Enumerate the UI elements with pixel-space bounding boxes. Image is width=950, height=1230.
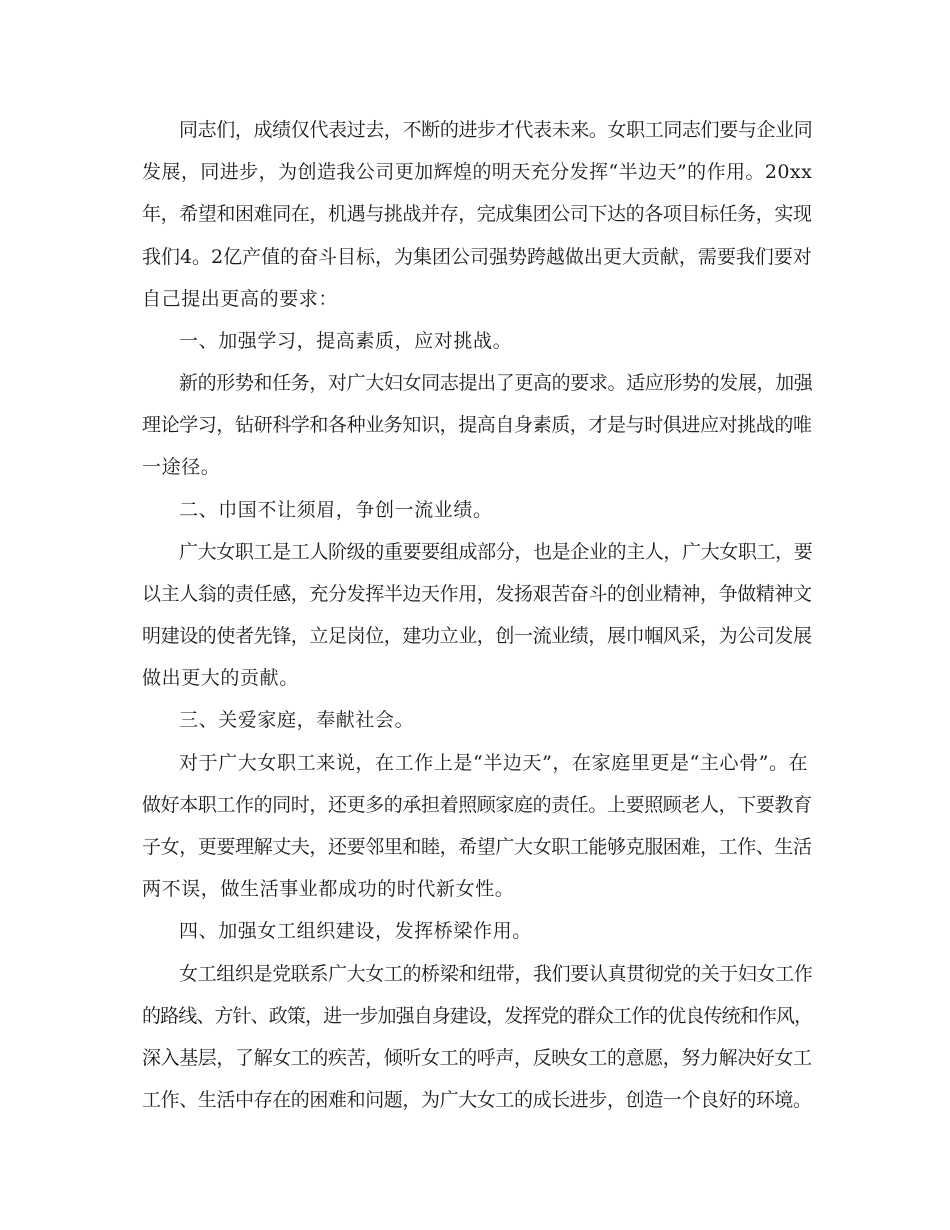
text-line: 女工组织是党联系广大女工的桥梁和纽带，我们要认真贯彻党的关于妇女工作 [179,963,813,985]
text-line: 做出更大的贡献。 [142,667,299,689]
text-line: 理论学习，钻研科学和各种业务知识，提高自身素质，才是与时俱进应对挑战的唯 [142,414,812,436]
text-line: 一途径。 [142,456,221,478]
text-line: 深入基层，了解女工的疾苦，倾听女工的呼声，反映女工的意愿，努力解决好女工 [142,1047,812,1069]
section-heading: 一、加强学习，提高素质，应对挑战。 [179,330,513,352]
text-line: 新的形势和任务，对广大妇女同志提出了更高的要求。适应形势的发展，加强 [179,372,813,394]
section-heading: 二、巾国不让须眉，争创一流业绩。 [179,499,493,521]
text-line: 做好本职工作的同时，还更多的承担着照顾家庭的责任。上要照顾老人，下要教育 [142,794,812,816]
text-line: 明建设的使者先锋，立足岗位，建功立业，创一流业绩，展巾帼风采，为公司发展 [142,625,812,647]
text-line: 发展，同进步，为创造我公司更加辉煌的明天充分发挥“半边天”的作用。20xx [142,161,813,183]
section-heading: 四、加强女工组织建设，发挥桥梁作用。 [179,920,532,942]
text-line: 广大女职工是工人阶级的重要要组成部分，也是企业的主人，广大女职工，要 [179,541,813,563]
text-line: 以主人翁的责任感，充分发挥半边天作用，发扬艰苦奋斗的创业精神，争做精神文 [142,583,812,605]
text-line: 同志们，成绩仅代表过去，不断的进步才代表未来。女职工同志们要与企业同 [179,119,813,141]
text-line: 的路线、方针、政策，进一步加强自身建设，发挥党的群众工作的优良传统和作风， [142,1005,813,1027]
text-line: 我们4。2亿产值的奋斗目标，为集团公司强势跨越做出更大贡献，需要我们要对 [142,246,812,268]
text-line: 自己提出更高的要求： [142,288,339,310]
text-line: 两不误，做生活事业都成功的时代新女性。 [142,878,515,900]
text-line: 年，希望和困难同在，机遇与挑战并存，完成集团公司下达的各项目标任务，实现 [142,203,812,225]
text-line: 对于广大女职工来说，在工作上是“半边天”，在家庭里更是“主心骨”。在 [179,752,809,774]
text-line: 工作、生活中存在的困难和问题，为广大女工的成长进步，创造一个良好的环境。 [142,1089,812,1111]
section-heading: 三、关爱家庭，奉献社会。 [179,709,415,731]
text-line: 子女，更要理解丈夫，还要邻里和睦，希望广大女职工能够克服困难，工作、生活 [142,836,812,858]
